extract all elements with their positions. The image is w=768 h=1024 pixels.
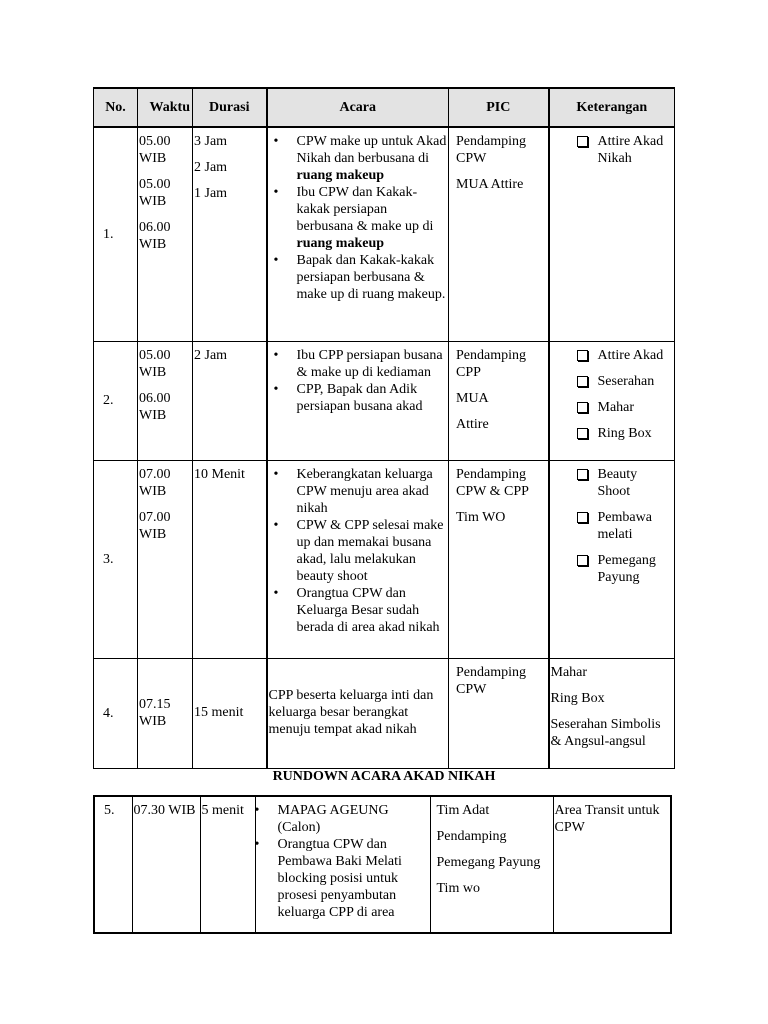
table-row [94, 127, 675, 341]
table-row [94, 460, 675, 658]
header-durasi: Durasi [193, 88, 267, 127]
row-number: 2. [94, 341, 138, 460]
checkbox-icon [577, 555, 588, 566]
row-number: 1. [94, 127, 138, 341]
waktu-value: 05.00 WIB [139, 347, 171, 380]
keterangan-cell [549, 127, 675, 341]
row-number: 3. [94, 460, 138, 658]
pic-value: MUA Attire [456, 177, 524, 192]
keterangan-value: Area Transit untuk CPW [554, 803, 660, 835]
acara-bullet: • MAPAG AGEUNG (Calon) [250, 802, 429, 836]
acara-bullet: • CPP, Bapak dan Adik persiapan busana akad [269, 381, 448, 415]
pic-value: Pendamping CPW [456, 664, 526, 697]
checkbox-icon [577, 469, 588, 480]
pic-value: Tim Adat [436, 803, 490, 818]
header-pic: PIC [449, 88, 549, 127]
pic-value: Pendamping CPP [456, 347, 526, 380]
pic-value: Pendamping [436, 829, 507, 844]
checkbox-icon [577, 376, 588, 387]
acara-bullet: • CPW make up untuk Akad Nikah dan berbusana di ruang makeup [269, 133, 448, 184]
table-row [94, 796, 671, 933]
durasi-value: 3 Jam [194, 134, 228, 149]
rundown-table-2 [93, 795, 672, 934]
durasi-cell [200, 796, 255, 933]
durasi-cell [193, 658, 267, 768]
keterangan-item: Attire Akad Nikah [551, 133, 674, 167]
header-acara: Acara [267, 88, 449, 127]
waktu-cell [132, 796, 200, 933]
keterangan-item: Seserahan [551, 373, 674, 390]
acara-cell [267, 658, 449, 768]
checkbox-icon [577, 512, 588, 523]
waktu-value: 05.00 WIB [139, 177, 171, 209]
checkbox-icon [577, 428, 588, 439]
acara-bullet: • Bapak dan Kakak-kakak persiapan berbusana & make up di ruang makeup. [269, 252, 448, 303]
acara-text: CPP beserta keluarga inti dan keluarga besar berangkat menuju tempat akad nikah [268, 688, 434, 737]
keterangan-item: Pembawa melati [551, 509, 674, 543]
pic-value: Attire [456, 416, 489, 432]
acara-bullet: • Ibu CPW dan Kakak-kakak persiapan berbusana & make up di ruang makeup [269, 184, 448, 252]
waktu-value: 06.00 WIB [139, 390, 171, 423]
pic-value: Pendamping CPW [456, 134, 526, 166]
pic-value: MUA [456, 390, 489, 406]
acara-cell [255, 796, 430, 933]
header-keterangan: Keterangan [549, 88, 675, 127]
pic-cell [449, 127, 549, 341]
keterangan-item: Ring Box [551, 425, 674, 442]
waktu-value: 05.00 WIB [139, 134, 171, 166]
keterangan-cell [549, 341, 675, 460]
pic-value: Tim wo [436, 881, 480, 896]
waktu-value: 07.15 WIB [139, 696, 171, 729]
waktu-cell [138, 658, 193, 768]
acara-cell [267, 341, 449, 460]
keterangan-value: Mahar [550, 664, 588, 680]
table-row [94, 341, 675, 460]
checkbox-icon [577, 402, 588, 413]
acara-bullet: • Ibu CPP persiapan busana & make up di kediaman [269, 347, 448, 381]
waktu-value: 06.00 WIB [139, 220, 171, 252]
header-waktu: Waktu [138, 88, 193, 127]
waktu-cell [138, 341, 193, 460]
rundown-table [93, 87, 675, 769]
waktu-value: 07.30 WIB [133, 803, 196, 818]
keterangan-cell [553, 796, 671, 933]
acara-bullet: • Orangtua CPW dan Keluarga Besar sudah berada di area akad nikah [269, 585, 448, 636]
durasi-value: 1 Jam [194, 186, 228, 201]
acara-bullet: • Keberangkatan keluarga CPW menuju area akad nikah [269, 466, 448, 517]
keterangan-item: Beauty Shoot [551, 466, 674, 500]
section-title: RUNDOWN ACARA AKAD NIKAH [272, 769, 496, 784]
durasi-value: 10 Menit [194, 466, 245, 482]
acara-cell [267, 460, 449, 658]
table-row [94, 658, 675, 768]
checkbox-icon [577, 136, 588, 147]
waktu-value: 07.00 WIB [139, 466, 171, 499]
keterangan-cell [549, 460, 675, 658]
durasi-value: 2 Jam [194, 347, 228, 363]
checkbox-icon [577, 350, 588, 361]
row-number: 4. [94, 658, 138, 768]
waktu-cell [138, 127, 193, 341]
pic-cell [430, 796, 553, 933]
header-no: No. [94, 88, 138, 127]
keterangan-item: Mahar [551, 399, 674, 416]
row-number: 5. [94, 796, 132, 933]
keterangan-value: Seserahan Simbolis & Angsul-angsul [550, 716, 661, 749]
durasi-cell [193, 460, 267, 658]
pic-value: Pemegang Payung [436, 855, 541, 870]
waktu-cell [138, 460, 193, 658]
durasi-value: 15 menit [194, 705, 244, 720]
keterangan-cell [549, 658, 675, 768]
keterangan-value: Ring Box [550, 690, 605, 706]
pic-value: Pendamping CPW & CPP [456, 466, 529, 499]
acara-bullet: • Orangtua CPW dan Pembawa Baki Melati blocking posisi untuk prosesi penyambutan keluarga CPP di area [250, 836, 429, 921]
waktu-value: 07.00 WIB [139, 509, 171, 542]
durasi-value: 2 Jam [194, 160, 228, 175]
pic-cell [449, 460, 549, 658]
table-header-row [94, 88, 675, 127]
durasi-cell [193, 127, 267, 341]
keterangan-item: Pemegang Payung [551, 552, 674, 586]
pic-cell [449, 658, 549, 768]
pic-cell [449, 341, 549, 460]
acara-cell [267, 127, 449, 341]
durasi-value: 5 menit [201, 803, 244, 818]
keterangan-item: Attire Akad [551, 347, 674, 364]
durasi-cell [193, 341, 267, 460]
pic-value: Tim WO [456, 509, 506, 525]
acara-bullet: • CPW & CPP selesai make up dan memakai busana akad, lalu melakukan beauty shoot [269, 517, 448, 585]
